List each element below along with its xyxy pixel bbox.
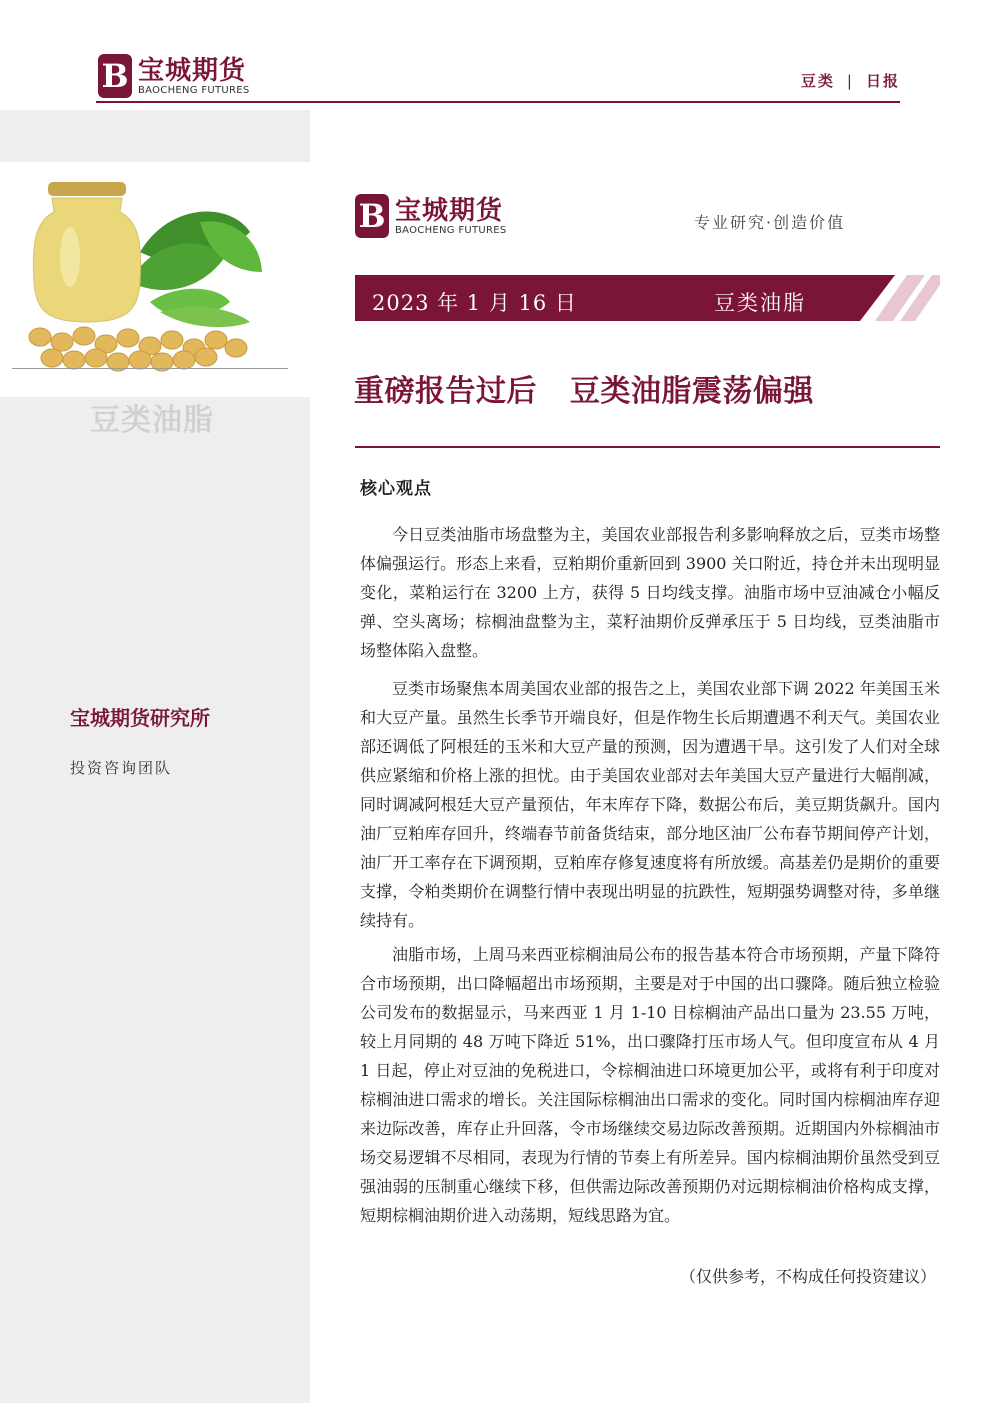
tag-separator: | bbox=[846, 72, 854, 90]
cover-image bbox=[0, 162, 310, 397]
brand-logo-icon: B bbox=[355, 194, 389, 238]
report-topic: 豆类油脂 bbox=[714, 291, 806, 315]
institute-name: 宝城期货研究所 bbox=[70, 706, 210, 730]
headline: 重磅报告过后 豆类油脂震荡偏强 bbox=[354, 374, 814, 409]
header-logo-en: BAOCHENG FUTURES bbox=[138, 84, 250, 96]
report-logo-cn: 宝城期货 bbox=[395, 195, 504, 226]
brand-logo-icon: B bbox=[98, 54, 132, 98]
tag-category: 豆类 bbox=[800, 72, 835, 90]
report-date: 2023 年 1 月 16 日 bbox=[372, 291, 577, 315]
report-logo-en: BAOCHENG FUTURES bbox=[395, 224, 507, 236]
tag-report-type: 日报 bbox=[865, 72, 900, 90]
slogan: 专业研究·创造价值 bbox=[694, 213, 846, 232]
paragraph-text: 今日豆类油脂市场盘整为主，美国农业部报告利多影响释放之后，豆类市场整体偏强运行。形态上来看，豆粕期价重新回到 3900 关口附近，持仓并未出现明显变化，菜粕运行在 3200 上方，获得 5 日均线支撑。油脂市场中豆油减仓小幅反弹、空头离场；棕榈油盘整为主，菜籽油期价反弹承压于 5 日均线，豆类油脂市场整体陷入盘整。 bbox=[360, 525, 940, 660]
header-logo bbox=[98, 54, 250, 98]
body-paragraph-1 bbox=[360, 520, 940, 665]
report-logo bbox=[355, 194, 507, 238]
headline-divider bbox=[355, 446, 940, 448]
body-paragraph-3 bbox=[360, 940, 940, 1230]
header-divider bbox=[96, 101, 900, 103]
header-tags bbox=[801, 70, 900, 91]
section-title: 核心观点 bbox=[360, 479, 432, 499]
paragraph-text: 油脂市场，上周马来西亚棕榈油局公布的报告基本符合市场预期，产量下降符合市场预期，出口降幅超出市场预期，主要是对于中国的出口骤降。随后独立检验公司发布的数据显示，马来西亚 1 月 1-10 日棕榈油产品出口量为 23.55 万吨，较上月同期的 48 万吨下降近 51%，出口骤降打压市场人气。但印度宣布从 4 月 1 日起，停止对豆油的免税进口，令棕榈油进口环境更加公平，或将有利于印度对棕榈油进口需求的增长。关注国际棕榈油出口需求的变化。同时国内棕榈油库存迎来边际改善，库存止升回落，令市场继续交易边际改善预期。近期国内外棕榈油市场交易逻辑不尽相同，表现为行情的节奏上有所差异。国内棕榈油期价虽然受到豆强油弱的压制重心继续下移，但供需边际改善预期仍对远期棕榈油价格构成支撑，短期棕榈油期价进入动荡期，短线思路为宜。 bbox=[360, 945, 940, 1225]
disclaimer: （仅供参考，不构成任何投资建议） bbox=[679, 1267, 936, 1286]
sidebar-watermark: 豆类油脂 bbox=[90, 403, 214, 438]
oil-jar-soybean-illustration bbox=[0, 162, 310, 397]
image-underline bbox=[12, 368, 288, 369]
header-logo-cn: 宝城期货 bbox=[138, 55, 247, 86]
team-name: 投资咨询团队 bbox=[70, 759, 173, 777]
body-paragraph-2 bbox=[360, 674, 940, 935]
paragraph-text: 豆类市场聚焦本周美国农业部的报告之上，美国农业部下调 2022 年美国玉米和大豆产量。虽然生长季节开端良好，但是作物生长后期遭遇不利天气。美国农业部还调低了阿根廷的玉米和大豆产量的预测，因为遭遇干旱。这引发了人们对全球供应紧缩和价格上涨的担忧。由于美国农业部对去年美国大豆产量进行大幅削减，同时调减阿根廷大豆产量预估，年末库存下降，数据公布后，美豆期货飙升。国内油厂豆粕库存回升，终端春节前备货结束，部分地区油厂公布春节期间停产计划，油厂开工率存在下调预期，豆粕库存修复速度将有所放缓。高基差仍是期价的重要支撑，令粕类期价在调整行情中表现出明显的抗跌性，短期强势调整对待，多单继续持有。 bbox=[360, 679, 940, 930]
